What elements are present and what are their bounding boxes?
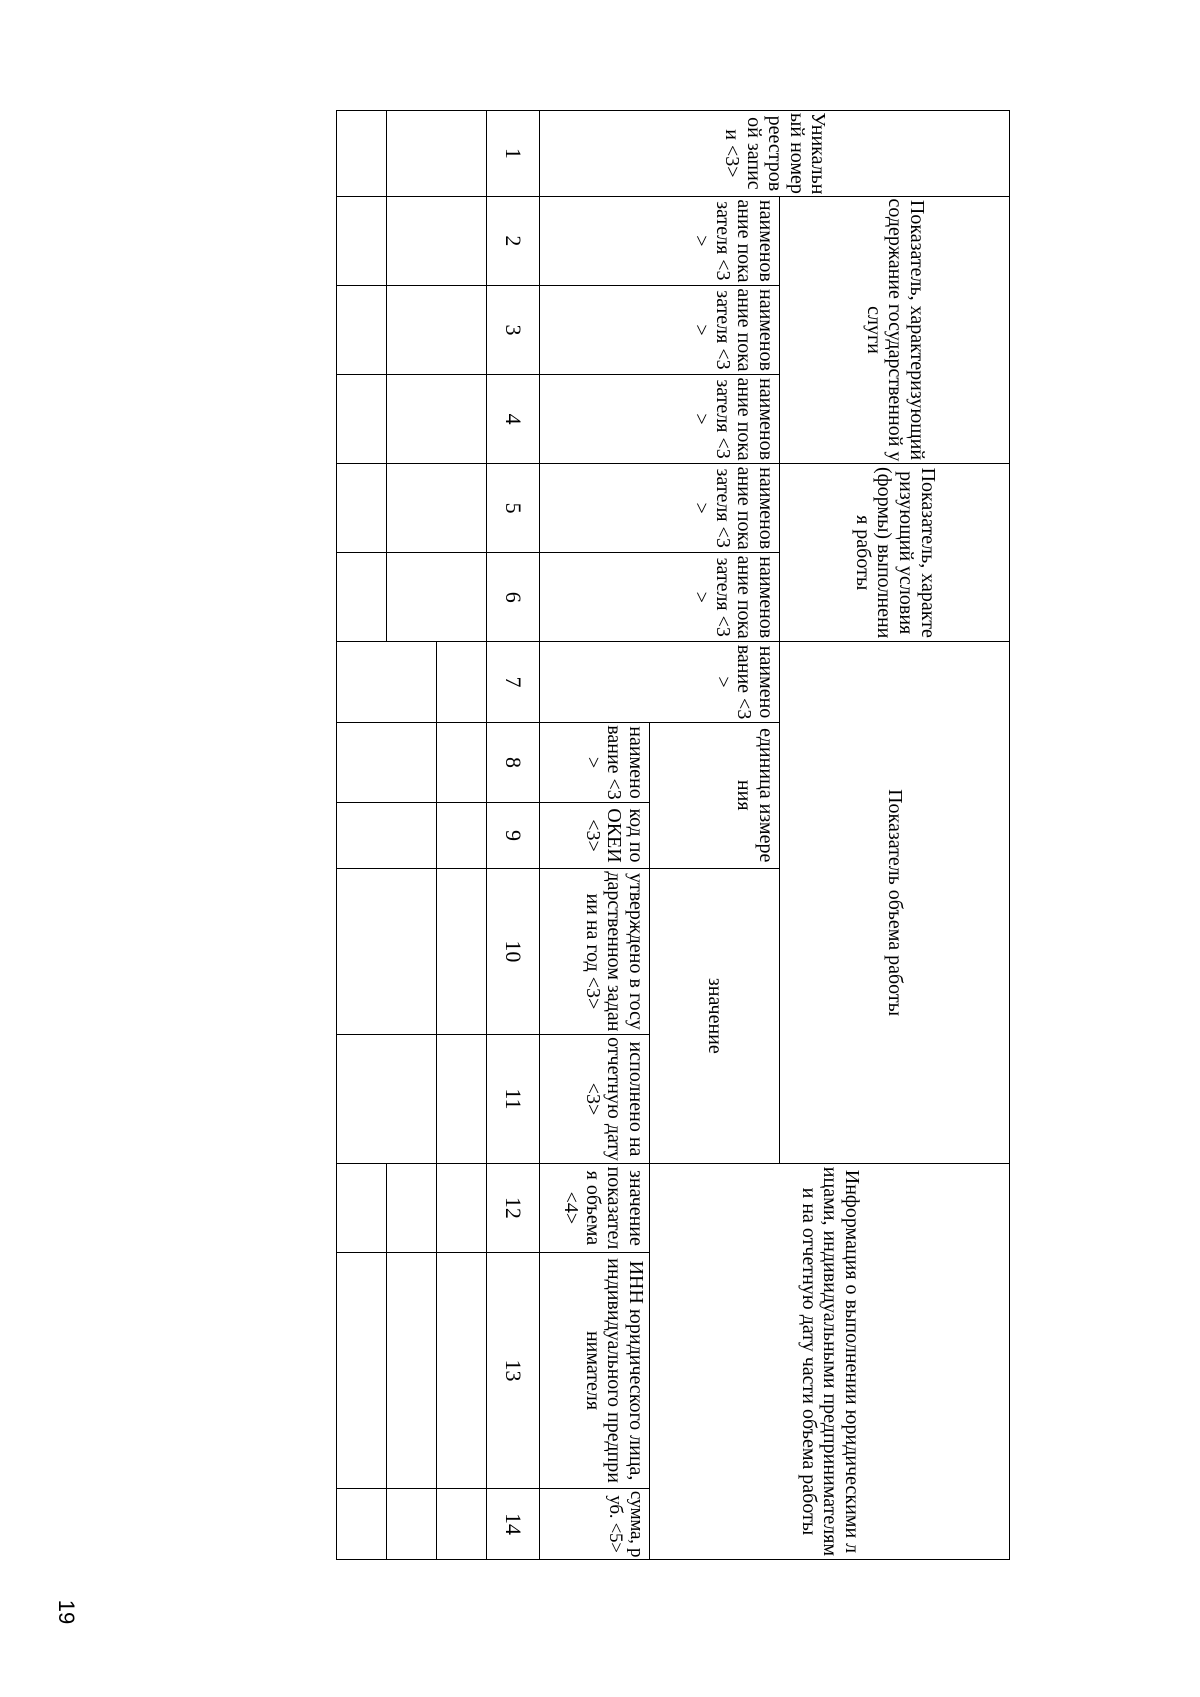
- table-cell: [387, 111, 437, 197]
- table-cell: [437, 196, 487, 285]
- table-cell: [387, 553, 437, 642]
- header-indicator-name-5: наименование показателя <3>: [540, 553, 780, 642]
- column-number: 8: [487, 722, 540, 802]
- header-info: Информация о выполнении юридическими лицами, индивидуальными предпринимателями на отчетную дату части объема работы: [650, 1163, 1010, 1559]
- table-cell: [387, 1489, 437, 1560]
- header-indicator-name-1: наименование показателя <3>: [540, 196, 780, 285]
- header-indicator-name-4: наименование показателя <3>: [540, 464, 780, 553]
- table-cell: [437, 803, 487, 868]
- table-cell: [437, 1035, 487, 1164]
- header-info-value: значение показателя объема <4>: [540, 1163, 650, 1252]
- header-indicator-name-2: наименование показателя <3>: [540, 285, 780, 374]
- table-cell: [337, 1489, 387, 1560]
- table-cell: [337, 111, 387, 197]
- table-cell: [387, 196, 437, 285]
- header-volume-name: наименование <3>: [540, 642, 780, 722]
- column-number: 10: [487, 868, 540, 1034]
- header-value: значение: [650, 868, 780, 1163]
- table-cell: [337, 553, 387, 642]
- table-cell: [437, 1252, 487, 1488]
- table-cell: [437, 553, 487, 642]
- column-number: 9: [487, 803, 540, 868]
- column-number: 12: [487, 1163, 540, 1252]
- column-number: 1: [487, 111, 540, 197]
- table-cell: [337, 1163, 387, 1252]
- header-unique-number: Уникальный номер реестровой записи <3>: [540, 111, 1010, 197]
- header-unit-name: наименование <3>: [540, 722, 650, 802]
- column-number: 6: [487, 553, 540, 642]
- page-number: 19: [54, 1599, 79, 1625]
- header-unit-okei: код по ОКЕИ <3>: [540, 803, 650, 868]
- header-content-indicator: Показатель, характеризующий содержание государственной услуги: [780, 196, 1010, 463]
- column-number: 2: [487, 196, 540, 285]
- table-cell: [387, 464, 437, 553]
- table-cell: [437, 111, 487, 197]
- column-number: 11: [487, 1035, 540, 1164]
- table-cell: [387, 642, 437, 722]
- table-cell: [387, 1163, 437, 1252]
- header-executed: исполнено на отчетную дату <3>: [540, 1035, 650, 1164]
- table-cell: [337, 803, 387, 868]
- column-number: 7: [487, 642, 540, 722]
- table-cell: [337, 1035, 387, 1164]
- column-number: 5: [487, 464, 540, 553]
- header-condition-indicator: Показатель, характеризующий условия (формы) выполнения работы: [780, 464, 1010, 642]
- header-info-inn: ИНН юридического лица, индивидуального предпринимателя: [540, 1252, 650, 1488]
- header-volume-indicator: Показатель объема работы: [780, 642, 1010, 1164]
- table-cell: [437, 1489, 487, 1560]
- table-cell: [337, 285, 387, 374]
- column-number: 4: [487, 375, 540, 464]
- table-cell: [387, 868, 437, 1034]
- table-cell: [387, 803, 437, 868]
- table-cell: [387, 375, 437, 464]
- table-cell: [437, 868, 487, 1034]
- table-cell: [387, 1035, 437, 1164]
- table-cell: [437, 722, 487, 802]
- table-cell: [337, 1252, 387, 1488]
- table-cell: [437, 285, 487, 374]
- table-cell: [387, 285, 437, 374]
- table-cell: [437, 1163, 487, 1252]
- header-indicator-name-3: наименование показателя <3>: [540, 375, 780, 464]
- header-info-sum: сумма, руб. <5>: [540, 1489, 650, 1560]
- table-cell: [437, 642, 487, 722]
- table-cell: [387, 722, 437, 802]
- rotated-report-table: [285, 110, 1010, 1560]
- header-approved: утверждено в государственном задании на год <3>: [540, 868, 650, 1034]
- header-unit: единица измерения: [650, 722, 780, 868]
- table-cell: [337, 868, 387, 1034]
- table-cell: [437, 375, 487, 464]
- table-cell: [337, 722, 387, 802]
- table-row: [337, 111, 387, 1560]
- column-number: 13: [487, 1252, 540, 1488]
- table-cell: [337, 642, 387, 722]
- table-row: [387, 111, 437, 1560]
- table-cell: [387, 1252, 437, 1488]
- table-row: [437, 111, 487, 1560]
- table-cell: [337, 375, 387, 464]
- column-number: 14: [487, 1489, 540, 1560]
- work-volume-table: [336, 110, 1010, 1560]
- table-cell: [337, 464, 387, 553]
- table-cell: [337, 196, 387, 285]
- table-cell: [437, 464, 487, 553]
- column-number: 3: [487, 285, 540, 374]
